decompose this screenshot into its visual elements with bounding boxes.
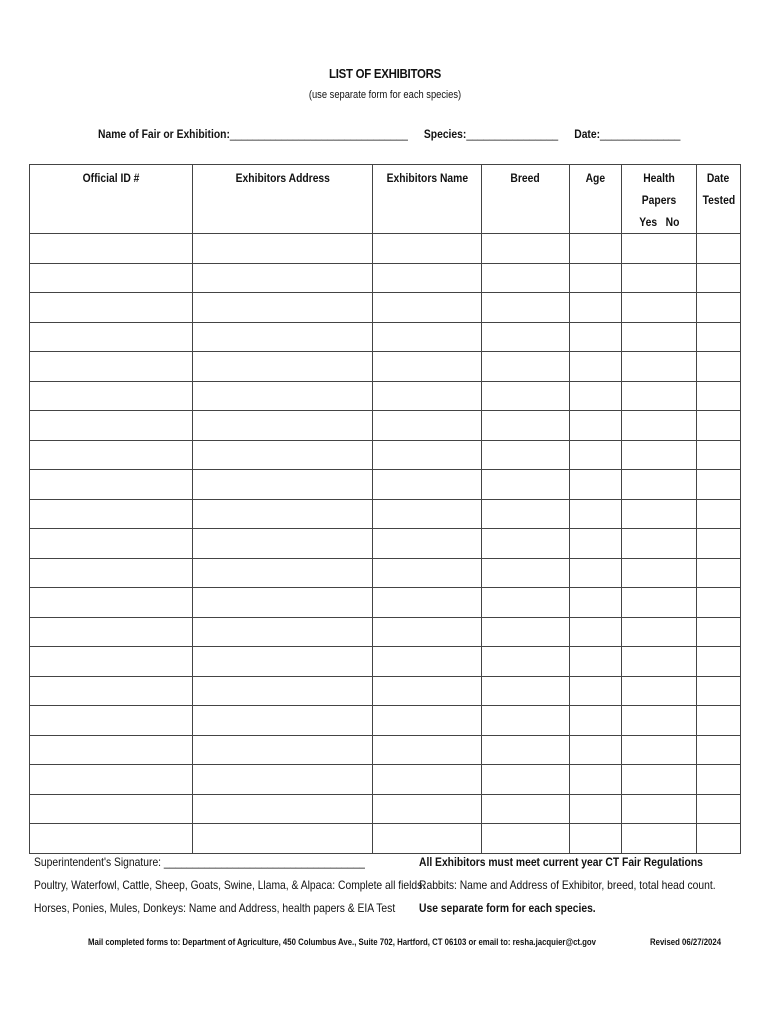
- address-cell[interactable]: [193, 558, 373, 588]
- date-tested-cell[interactable]: [697, 558, 741, 588]
- name-cell[interactable]: [373, 352, 482, 382]
- official-id-cell[interactable]: [30, 352, 193, 382]
- table-row: [30, 234, 741, 264]
- table-row: [30, 440, 741, 470]
- health-papers-cell[interactable]: [622, 794, 697, 824]
- breed-cell[interactable]: [482, 706, 570, 736]
- health-papers-cell[interactable]: [622, 647, 697, 677]
- table-row: [30, 588, 741, 618]
- form-subtitle: (use separate form for each species): [308, 89, 462, 101]
- date-tested-cell[interactable]: [697, 706, 741, 736]
- address-cell[interactable]: [193, 588, 373, 618]
- breed-cell[interactable]: [482, 794, 570, 824]
- date-tested-cell[interactable]: [697, 617, 741, 647]
- age-cell[interactable]: [570, 647, 622, 677]
- name-cell[interactable]: [373, 824, 482, 854]
- table-row: [30, 676, 741, 706]
- separate-form-notice: Use separate form for each species.: [419, 901, 596, 915]
- address-cell[interactable]: [193, 529, 373, 559]
- age-cell[interactable]: [570, 470, 622, 500]
- table-row: [30, 824, 741, 854]
- table-body: [30, 234, 741, 854]
- breed-cell[interactable]: [482, 381, 570, 411]
- name-cell[interactable]: [373, 558, 482, 588]
- date-label: Date:: [574, 127, 601, 141]
- official-id-cell[interactable]: [30, 706, 193, 736]
- name-cell[interactable]: [373, 676, 482, 706]
- official-id-cell[interactable]: [30, 322, 193, 352]
- revision-date: Revised 06/27/2024: [650, 937, 722, 948]
- species-label: Species:: [423, 127, 467, 141]
- age-cell[interactable]: [570, 765, 622, 795]
- address-cell[interactable]: [193, 824, 373, 854]
- age-cell[interactable]: [570, 588, 622, 618]
- age-cell[interactable]: [570, 706, 622, 736]
- date-tested-cell[interactable]: [697, 765, 741, 795]
- official-id-cell[interactable]: [30, 470, 193, 500]
- health-papers-cell[interactable]: [622, 381, 697, 411]
- header-age: Age: [570, 165, 622, 234]
- official-id-cell[interactable]: [30, 617, 193, 647]
- address-cell[interactable]: [193, 706, 373, 736]
- date-tested-cell[interactable]: [697, 322, 741, 352]
- official-id-cell[interactable]: [30, 676, 193, 706]
- header-breed: Breed: [482, 165, 570, 234]
- official-id-cell[interactable]: [30, 558, 193, 588]
- header-exhibitors-name: Exhibitors Name: [373, 165, 482, 234]
- date-tested-cell[interactable]: [697, 293, 741, 323]
- age-cell[interactable]: [570, 676, 622, 706]
- date-tested-cell[interactable]: [697, 529, 741, 559]
- breed-cell[interactable]: [482, 588, 570, 618]
- date-tested-cell[interactable]: [697, 352, 741, 382]
- age-cell[interactable]: [570, 411, 622, 441]
- address-cell[interactable]: [193, 647, 373, 677]
- table-row: [30, 794, 741, 824]
- fair-name-label: Name of Fair or Exhibition:: [98, 127, 230, 141]
- name-cell[interactable]: [373, 440, 482, 470]
- health-papers-cell[interactable]: [622, 529, 697, 559]
- mail-instructions: Mail completed forms to: Department of Agriculture, 450 Columbus Ave., Suite 702, Hartford, CT 06103 or email to: resha.jacquier@ct.gov: [88, 937, 597, 948]
- livestock-instructions: Poultry, Waterfowl, Cattle, Sheep, Goats, Swine, Llama, & Alpaca: Complete all fields.: [34, 878, 426, 892]
- breed-cell[interactable]: [482, 322, 570, 352]
- age-cell[interactable]: [570, 352, 622, 382]
- exhibitors-table: [29, 164, 741, 854]
- table-row: [30, 352, 741, 382]
- name-cell[interactable]: [373, 499, 482, 529]
- health-papers-cell[interactable]: [622, 470, 697, 500]
- breed-cell[interactable]: [482, 617, 570, 647]
- name-cell[interactable]: [373, 588, 482, 618]
- address-cell[interactable]: [193, 765, 373, 795]
- health-papers-cell[interactable]: [622, 617, 697, 647]
- date-tested-cell[interactable]: [697, 411, 741, 441]
- health-papers-cell[interactable]: [622, 765, 697, 795]
- health-papers-cell[interactable]: [622, 824, 697, 854]
- table-row: [30, 411, 741, 441]
- date-tested-cell[interactable]: [697, 824, 741, 854]
- table-row: [30, 322, 741, 352]
- table-row: [30, 765, 741, 795]
- health-papers-cell[interactable]: [622, 676, 697, 706]
- breed-cell[interactable]: [482, 263, 570, 293]
- date-tested-cell[interactable]: [697, 440, 741, 470]
- table-row: [30, 263, 741, 293]
- table-row: [30, 499, 741, 529]
- rabbit-instructions: Rabbits: Name and Address of Exhibitor, breed, total head count.: [419, 878, 716, 892]
- date-tested-cell[interactable]: [697, 263, 741, 293]
- age-cell[interactable]: [570, 263, 622, 293]
- name-cell[interactable]: [373, 411, 482, 441]
- name-cell[interactable]: [373, 617, 482, 647]
- breed-cell[interactable]: [482, 765, 570, 795]
- date-tested-cell[interactable]: [697, 794, 741, 824]
- header-official-id: Official ID #: [30, 165, 193, 234]
- official-id-cell[interactable]: [30, 794, 193, 824]
- official-id-cell[interactable]: [30, 735, 193, 765]
- name-cell[interactable]: [373, 322, 482, 352]
- health-papers-cell[interactable]: [622, 263, 697, 293]
- address-cell[interactable]: [193, 617, 373, 647]
- date-tested-cell[interactable]: [697, 470, 741, 500]
- health-papers-cell[interactable]: [622, 706, 697, 736]
- address-cell[interactable]: [193, 411, 373, 441]
- official-id-cell[interactable]: [30, 411, 193, 441]
- breed-cell[interactable]: [482, 470, 570, 500]
- name-cell[interactable]: [373, 381, 482, 411]
- address-cell[interactable]: [193, 794, 373, 824]
- name-cell[interactable]: [373, 735, 482, 765]
- age-cell[interactable]: [570, 558, 622, 588]
- address-cell[interactable]: [193, 470, 373, 500]
- breed-cell[interactable]: [482, 676, 570, 706]
- health-papers-cell[interactable]: [622, 499, 697, 529]
- age-cell[interactable]: [570, 381, 622, 411]
- official-id-cell[interactable]: [30, 765, 193, 795]
- date-tested-cell[interactable]: [697, 234, 741, 264]
- signature-label: Superintendent's Signature:: [34, 855, 162, 869]
- address-cell[interactable]: [193, 735, 373, 765]
- name-cell[interactable]: [373, 765, 482, 795]
- age-cell[interactable]: [570, 529, 622, 559]
- breed-cell[interactable]: [482, 824, 570, 854]
- name-cell[interactable]: [373, 263, 482, 293]
- official-id-cell[interactable]: [30, 234, 193, 264]
- breed-cell[interactable]: [482, 440, 570, 470]
- age-cell[interactable]: [570, 824, 622, 854]
- name-cell[interactable]: [373, 234, 482, 264]
- address-cell[interactable]: [193, 293, 373, 323]
- name-cell[interactable]: [373, 647, 482, 677]
- breed-cell[interactable]: [482, 293, 570, 323]
- health-papers-cell[interactable]: [622, 735, 697, 765]
- table-row: [30, 617, 741, 647]
- health-papers-cell[interactable]: [622, 293, 697, 323]
- signature-blank[interactable]: ___________________________________: [163, 855, 365, 869]
- official-id-cell[interactable]: [30, 263, 193, 293]
- health-papers-cell[interactable]: [622, 411, 697, 441]
- breed-cell[interactable]: [482, 352, 570, 382]
- signature-line: [34, 855, 365, 869]
- breed-cell[interactable]: [482, 411, 570, 441]
- age-cell[interactable]: [570, 617, 622, 647]
- table-header-row: [30, 165, 741, 234]
- table-row: [30, 706, 741, 736]
- name-cell[interactable]: [373, 794, 482, 824]
- date-blank[interactable]: ______________: [600, 127, 681, 141]
- regulations-notice: All Exhibitors must meet current year CT Fair Regulations: [419, 855, 703, 869]
- health-papers-cell[interactable]: [622, 352, 697, 382]
- equine-instructions: Horses, Ponies, Mules, Donkeys: Name and Address, health papers & EIA Test: [34, 901, 396, 915]
- official-id-cell[interactable]: [30, 647, 193, 677]
- breed-cell[interactable]: [482, 529, 570, 559]
- name-cell[interactable]: [373, 293, 482, 323]
- breed-cell[interactable]: [482, 647, 570, 677]
- official-id-cell[interactable]: [30, 499, 193, 529]
- official-id-cell[interactable]: [30, 293, 193, 323]
- table-row: [30, 735, 741, 765]
- address-cell[interactable]: [193, 263, 373, 293]
- official-id-cell[interactable]: [30, 440, 193, 470]
- health-papers-cell[interactable]: [622, 440, 697, 470]
- table-row: [30, 470, 741, 500]
- breed-cell[interactable]: [482, 735, 570, 765]
- fair-name-blank[interactable]: _______________________________: [229, 127, 408, 141]
- breed-cell[interactable]: [482, 499, 570, 529]
- health-papers-cell[interactable]: [622, 322, 697, 352]
- official-id-cell[interactable]: [30, 824, 193, 854]
- table-row: [30, 529, 741, 559]
- age-cell[interactable]: [570, 794, 622, 824]
- address-cell[interactable]: [193, 234, 373, 264]
- table-row: [30, 647, 741, 677]
- table-row: [30, 293, 741, 323]
- address-cell[interactable]: [193, 352, 373, 382]
- table-row: [30, 381, 741, 411]
- official-id-cell[interactable]: [30, 588, 193, 618]
- health-papers-cell[interactable]: [622, 558, 697, 588]
- name-cell[interactable]: [373, 706, 482, 736]
- age-cell[interactable]: [570, 234, 622, 264]
- age-cell[interactable]: [570, 322, 622, 352]
- breed-cell[interactable]: [482, 234, 570, 264]
- header-exhibitors-address: Exhibitors Address: [193, 165, 373, 234]
- date-tested-cell[interactable]: [697, 588, 741, 618]
- header-health-papers: Health Papers Yes No: [622, 165, 697, 234]
- date-tested-cell[interactable]: [697, 381, 741, 411]
- form-title: LIST OF EXHIBITORS: [328, 66, 441, 81]
- address-cell[interactable]: [193, 676, 373, 706]
- date-tested-cell[interactable]: [697, 499, 741, 529]
- address-cell[interactable]: [193, 322, 373, 352]
- official-id-cell[interactable]: [30, 381, 193, 411]
- age-cell[interactable]: [570, 440, 622, 470]
- health-papers-cell[interactable]: [622, 234, 697, 264]
- name-cell[interactable]: [373, 529, 482, 559]
- address-cell[interactable]: [193, 499, 373, 529]
- breed-cell[interactable]: [482, 558, 570, 588]
- header-date-tested: Date Tested: [697, 165, 741, 234]
- date-tested-cell[interactable]: [697, 647, 741, 677]
- form-fields-line: [98, 127, 680, 141]
- age-cell[interactable]: [570, 499, 622, 529]
- date-tested-cell[interactable]: [697, 676, 741, 706]
- health-papers-cell[interactable]: [622, 588, 697, 618]
- official-id-cell[interactable]: [30, 529, 193, 559]
- age-cell[interactable]: [570, 293, 622, 323]
- name-cell[interactable]: [373, 470, 482, 500]
- table-row: [30, 558, 741, 588]
- address-cell[interactable]: [193, 440, 373, 470]
- date-tested-cell[interactable]: [697, 735, 741, 765]
- age-cell[interactable]: [570, 735, 622, 765]
- species-blank[interactable]: ________________: [466, 127, 559, 141]
- address-cell[interactable]: [193, 381, 373, 411]
